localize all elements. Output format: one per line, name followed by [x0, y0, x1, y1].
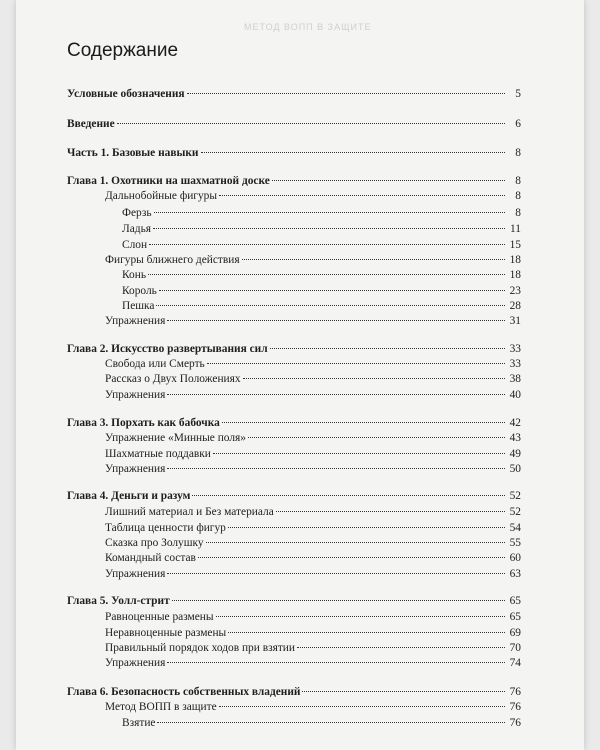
toc-entry-label: Правильный порядок ходов при взятии — [105, 642, 295, 654]
toc-entry-label: Упражнения — [105, 657, 166, 669]
toc-entry-label: Глава 4. Деньги и разум — [67, 490, 191, 502]
toc-entry — [105, 642, 521, 655]
toc-entry — [67, 490, 521, 503]
toc-entry-label: Часть 1. Базовые навыки — [67, 147, 199, 159]
toc-entry-page-number: 11 — [510, 223, 521, 235]
toc-entry — [105, 315, 521, 328]
toc-entry — [105, 568, 521, 581]
dot-leader — [228, 527, 505, 528]
dot-leader — [153, 228, 505, 229]
dot-leader — [167, 573, 505, 574]
toc-entry-label: Сказка про Золушку — [105, 537, 204, 549]
dot-leader — [276, 511, 505, 512]
toc-entry-page-number: 28 — [509, 300, 521, 312]
toc-entry-page-number: 70 — [509, 642, 521, 654]
toc-entry-label: Неравноценные размены — [105, 627, 227, 639]
dot-leader — [242, 259, 505, 260]
toc-entry-label: Конь — [122, 269, 147, 281]
toc-entry-label: Таблица ценности фигур — [105, 522, 226, 534]
toc-entry — [67, 88, 521, 101]
toc-entry-page-number: 42 — [509, 417, 521, 429]
toc-entry — [105, 611, 521, 624]
dot-leader — [149, 244, 505, 245]
toc-entry — [105, 432, 521, 445]
dot-leader — [117, 123, 505, 124]
toc-entry-label: Упражнения — [105, 568, 166, 580]
toc-entry — [67, 417, 521, 430]
toc-entry-label: Упражнения — [105, 463, 166, 475]
dot-leader — [302, 691, 505, 692]
toc-entry-page-number: 8 — [515, 190, 521, 202]
toc-entry-page-number: 55 — [509, 537, 521, 549]
dot-leader — [228, 632, 505, 633]
book-page — [16, 0, 584, 750]
toc-entry-label: Пешка — [122, 300, 155, 312]
dot-leader — [270, 348, 505, 349]
toc-entry-label: Упражнение «Минные поля» — [105, 432, 246, 444]
dot-leader — [216, 616, 505, 617]
toc-entry-label: Король — [122, 285, 157, 297]
toc-entry-label: Условные обозначения — [67, 88, 185, 100]
toc-entry — [105, 448, 521, 461]
dot-leader — [198, 557, 505, 558]
toc-entry-page-number: 18 — [509, 269, 521, 281]
toc-entry-page-number: 76 — [509, 717, 521, 729]
toc-entry-page-number: 33 — [509, 358, 521, 370]
toc-entry — [122, 207, 521, 220]
dot-leader — [172, 600, 505, 601]
toc-entry — [67, 147, 521, 160]
toc-entry-label: Глава 2. Искусство развертывания сил — [67, 343, 268, 355]
toc-entry — [105, 506, 521, 519]
toc-entry-page-number: 74 — [509, 657, 521, 669]
toc-entry-page-number: 76 — [509, 686, 521, 698]
dot-leader — [201, 152, 506, 153]
toc-entry-label: Упражнения — [105, 389, 166, 401]
toc-entry — [105, 552, 521, 565]
dot-leader — [219, 195, 505, 196]
dot-leader — [248, 437, 505, 438]
toc-entry — [122, 717, 521, 730]
dot-leader — [154, 212, 505, 213]
toc-entry-page-number: 50 — [509, 463, 521, 475]
dot-leader — [156, 305, 505, 306]
dot-leader — [297, 647, 505, 648]
toc-entry-page-number: 38 — [509, 373, 521, 385]
toc-entry — [105, 389, 521, 402]
dot-leader — [167, 394, 505, 395]
toc-entry-page-number: 40 — [509, 389, 521, 401]
dot-leader — [222, 422, 505, 423]
toc-entry-page-number: 23 — [509, 285, 521, 297]
toc-entry — [105, 190, 521, 203]
toc-entry-page-number: 60 — [509, 552, 521, 564]
toc-entry-page-number: 8 — [515, 147, 521, 159]
dot-leader — [192, 495, 505, 496]
toc-entry-page-number: 49 — [509, 448, 521, 460]
toc-entry-page-number: 6 — [515, 118, 521, 130]
toc-entry-page-number: 52 — [509, 490, 521, 502]
toc-entry-page-number: 8 — [515, 175, 521, 187]
toc-entry — [67, 343, 521, 356]
dot-leader — [243, 378, 505, 379]
dot-leader — [167, 320, 505, 321]
toc-entry — [105, 701, 521, 714]
toc-entry — [105, 627, 521, 640]
toc-entry — [105, 657, 521, 670]
toc-entry-label: Равноценные размены — [105, 611, 214, 623]
toc-entry — [105, 537, 521, 550]
toc-entry-label: Шахматные поддавки — [105, 448, 211, 460]
dot-leader — [206, 542, 505, 543]
dot-leader — [219, 706, 505, 707]
dot-leader — [272, 180, 505, 181]
dot-leader — [207, 363, 505, 364]
toc-entry-page-number: 65 — [509, 595, 521, 607]
toc-entry — [122, 285, 521, 298]
toc-entry-label: Глава 6. Безопасность собственных владений — [67, 686, 301, 698]
toc-entry-label: Глава 5. Уолл-стрит — [67, 595, 170, 607]
toc-entry-page-number: 52 — [509, 506, 521, 518]
toc-entry — [122, 269, 521, 282]
toc-entry-page-number: 31 — [509, 315, 521, 327]
dot-leader — [148, 274, 505, 275]
toc-entry — [67, 118, 521, 131]
dot-leader — [213, 453, 505, 454]
toc-entry-label: Ладья — [122, 223, 152, 235]
toc-entry-page-number: 18 — [509, 254, 521, 266]
toc-entry-page-number: 63 — [509, 568, 521, 580]
toc-entry-label: Лишний материал и Без материала — [105, 506, 274, 518]
toc-entry-label: Фигуры ближнего действия — [105, 254, 240, 266]
toc-entry-page-number: 5 — [515, 88, 521, 100]
toc-entry-page-number: 76 — [509, 701, 521, 713]
toc-entry-label: Дальнобойные фигуры — [105, 190, 218, 202]
toc-entry-label: Командный состав — [105, 552, 196, 564]
toc-entry-page-number: 33 — [509, 343, 521, 355]
toc-entry-label: Глава 3. Порхать как бабочка — [67, 417, 220, 429]
toc-entry-label: Упражнения — [105, 315, 166, 327]
toc-entry-label: Метод ВОПП в защите — [105, 701, 217, 713]
toc-entry-page-number: 8 — [515, 207, 521, 219]
dot-leader — [187, 93, 505, 94]
toc-entry-page-number: 65 — [509, 611, 521, 623]
toc-entry-label: Глава 1. Охотники на шахматной доске — [67, 175, 270, 187]
toc-entry-page-number: 43 — [509, 432, 521, 444]
toc-entry-label: Введение — [67, 118, 115, 130]
toc-entry-page-number: 15 — [509, 239, 521, 251]
toc-entry — [105, 463, 521, 476]
toc-entry — [122, 223, 521, 236]
toc-entry-label: Слон — [122, 239, 148, 251]
toc-entry — [105, 358, 521, 371]
toc-entry — [67, 175, 521, 188]
toc-entry-label: Свобода или Смерть — [105, 358, 205, 370]
toc-entry — [67, 686, 521, 699]
toc-entry-label: Ферзь — [122, 207, 152, 219]
toc-entry-page-number: 69 — [509, 627, 521, 639]
toc-entry — [105, 254, 521, 267]
toc-entry-label: Рассказ о Двух Положениях — [105, 373, 241, 385]
toc-entry — [122, 239, 521, 252]
bleed-through-running-head: МЕТОД ВОПП В ЗАЩИТЕ — [244, 22, 372, 32]
toc-entry-page-number: 54 — [509, 522, 521, 534]
toc-entry — [122, 300, 521, 313]
toc-entry — [105, 522, 521, 535]
toc-entry — [105, 373, 521, 386]
toc-entry — [67, 595, 521, 608]
toc-entry-label: Взятие — [122, 717, 156, 729]
dot-leader — [167, 468, 505, 469]
dot-leader — [157, 722, 505, 723]
page-title: Содержание — [67, 40, 179, 61]
dot-leader — [159, 290, 505, 291]
dot-leader — [167, 662, 505, 663]
